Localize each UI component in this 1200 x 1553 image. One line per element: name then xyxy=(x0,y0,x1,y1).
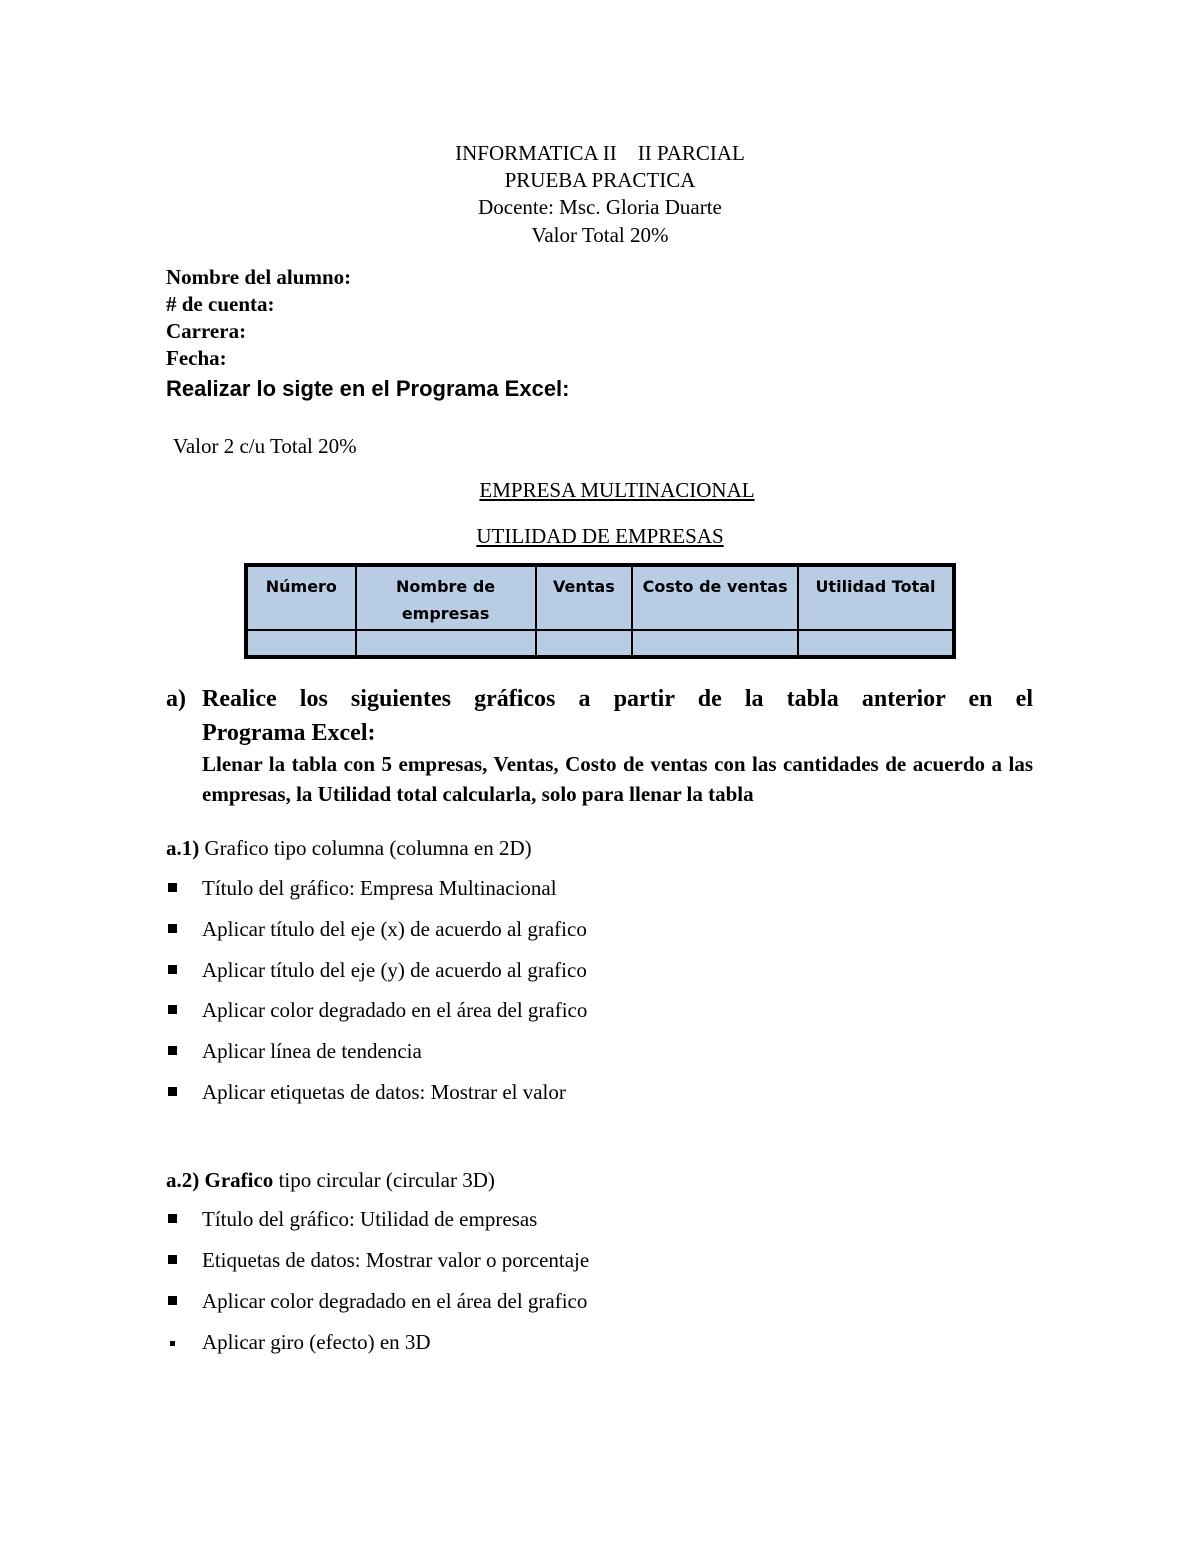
date-label: Fecha: xyxy=(166,346,227,370)
a1-label: a.1) xyxy=(166,836,200,860)
bullet-icon xyxy=(168,1214,177,1223)
teacher-line: Docente: Msc. Gloria Duarte xyxy=(478,195,722,219)
a1-item: Aplicar etiquetas de datos: Mostrar el valor xyxy=(202,1080,566,1104)
bullet-icon xyxy=(168,1296,177,1305)
bullet-icon xyxy=(168,965,177,974)
bullet-icon xyxy=(168,1046,177,1055)
a1-text: Grafico tipo columna (columna en 2D) xyxy=(199,836,532,860)
a1-item: Título del gráfico: Empresa Multinacional xyxy=(202,876,557,900)
career-label: Carrera: xyxy=(166,319,247,343)
section-a-label: a) xyxy=(166,686,186,712)
exam-title: INFORMATICA II II PARCIAL xyxy=(455,141,745,165)
a2-heading xyxy=(166,1168,495,1193)
a2-item: Aplicar giro (efecto) en 3D xyxy=(202,1330,431,1354)
a2-label: a.2) xyxy=(166,1168,200,1192)
a1-item: Aplicar color degradado en el área del grafico xyxy=(202,998,588,1022)
table-row xyxy=(246,630,954,657)
total-value-line: Valor Total 20% xyxy=(531,223,669,247)
header-utilidad: Utilidad Total xyxy=(798,565,954,630)
utility-table xyxy=(244,563,956,659)
a2-item: Aplicar color degradado en el área del grafico xyxy=(202,1289,588,1313)
table-cell xyxy=(356,630,536,657)
section-a-title-line2: Programa Excel: xyxy=(202,720,376,746)
a2-label2: Grafico xyxy=(204,1168,274,1192)
exam-subtitle: PRUEBA PRACTICA xyxy=(504,168,696,192)
table-title: UTILIDAD DE EMPRESAS xyxy=(476,524,724,548)
table-cell xyxy=(798,630,954,657)
bullet-icon xyxy=(168,924,177,933)
table-cell xyxy=(246,630,356,657)
account-label: # de cuenta: xyxy=(166,292,275,316)
header-nombre: Nombre de empresas xyxy=(356,565,536,630)
a1-item: Aplicar título del eje (x) de acuerdo al grafico xyxy=(202,917,587,941)
header-costo: Costo de ventas xyxy=(632,565,798,630)
value-line: Valor 2 c/u Total 20% xyxy=(173,434,357,458)
table-cell xyxy=(632,630,798,657)
company-title: EMPRESA MULTINACIONAL xyxy=(479,478,755,502)
bullet-icon xyxy=(168,883,177,892)
section-a-sub: Llenar la tabla con 5 empresas, Ventas, Costo de ventas con las cantidades de acuerdo a las empresas, la Utilidad total calcularla, solo para llenar la tabla xyxy=(202,752,1033,806)
table-cell xyxy=(536,630,633,657)
a2-text: tipo circular (circular 3D) xyxy=(273,1168,495,1192)
header-numero: Número xyxy=(246,565,356,630)
bullet-icon xyxy=(168,1087,177,1096)
section-a-title-line1: Realice los siguientes gráficos a partir de la tabla anterior en el xyxy=(202,686,1033,712)
table-header-row xyxy=(246,565,954,630)
bullet-icon xyxy=(170,1341,175,1346)
a2-item: Etiquetas de datos: Mostrar valor o porcentaje xyxy=(202,1248,590,1272)
a1-item: Aplicar título del eje (y) de acuerdo al grafico xyxy=(202,958,587,982)
a1-item: Aplicar línea de tendencia xyxy=(202,1039,422,1063)
instruction-heading: Realizar lo sigte en el Programa Excel: xyxy=(166,376,570,401)
a1-heading xyxy=(166,836,532,861)
header-ventas: Ventas xyxy=(536,565,633,630)
student-name-label: Nombre del alumno: xyxy=(166,265,352,289)
bullet-icon xyxy=(168,1255,177,1264)
a2-item: Título del gráfico: Utilidad de empresas xyxy=(202,1207,538,1231)
bullet-icon xyxy=(168,1005,177,1014)
